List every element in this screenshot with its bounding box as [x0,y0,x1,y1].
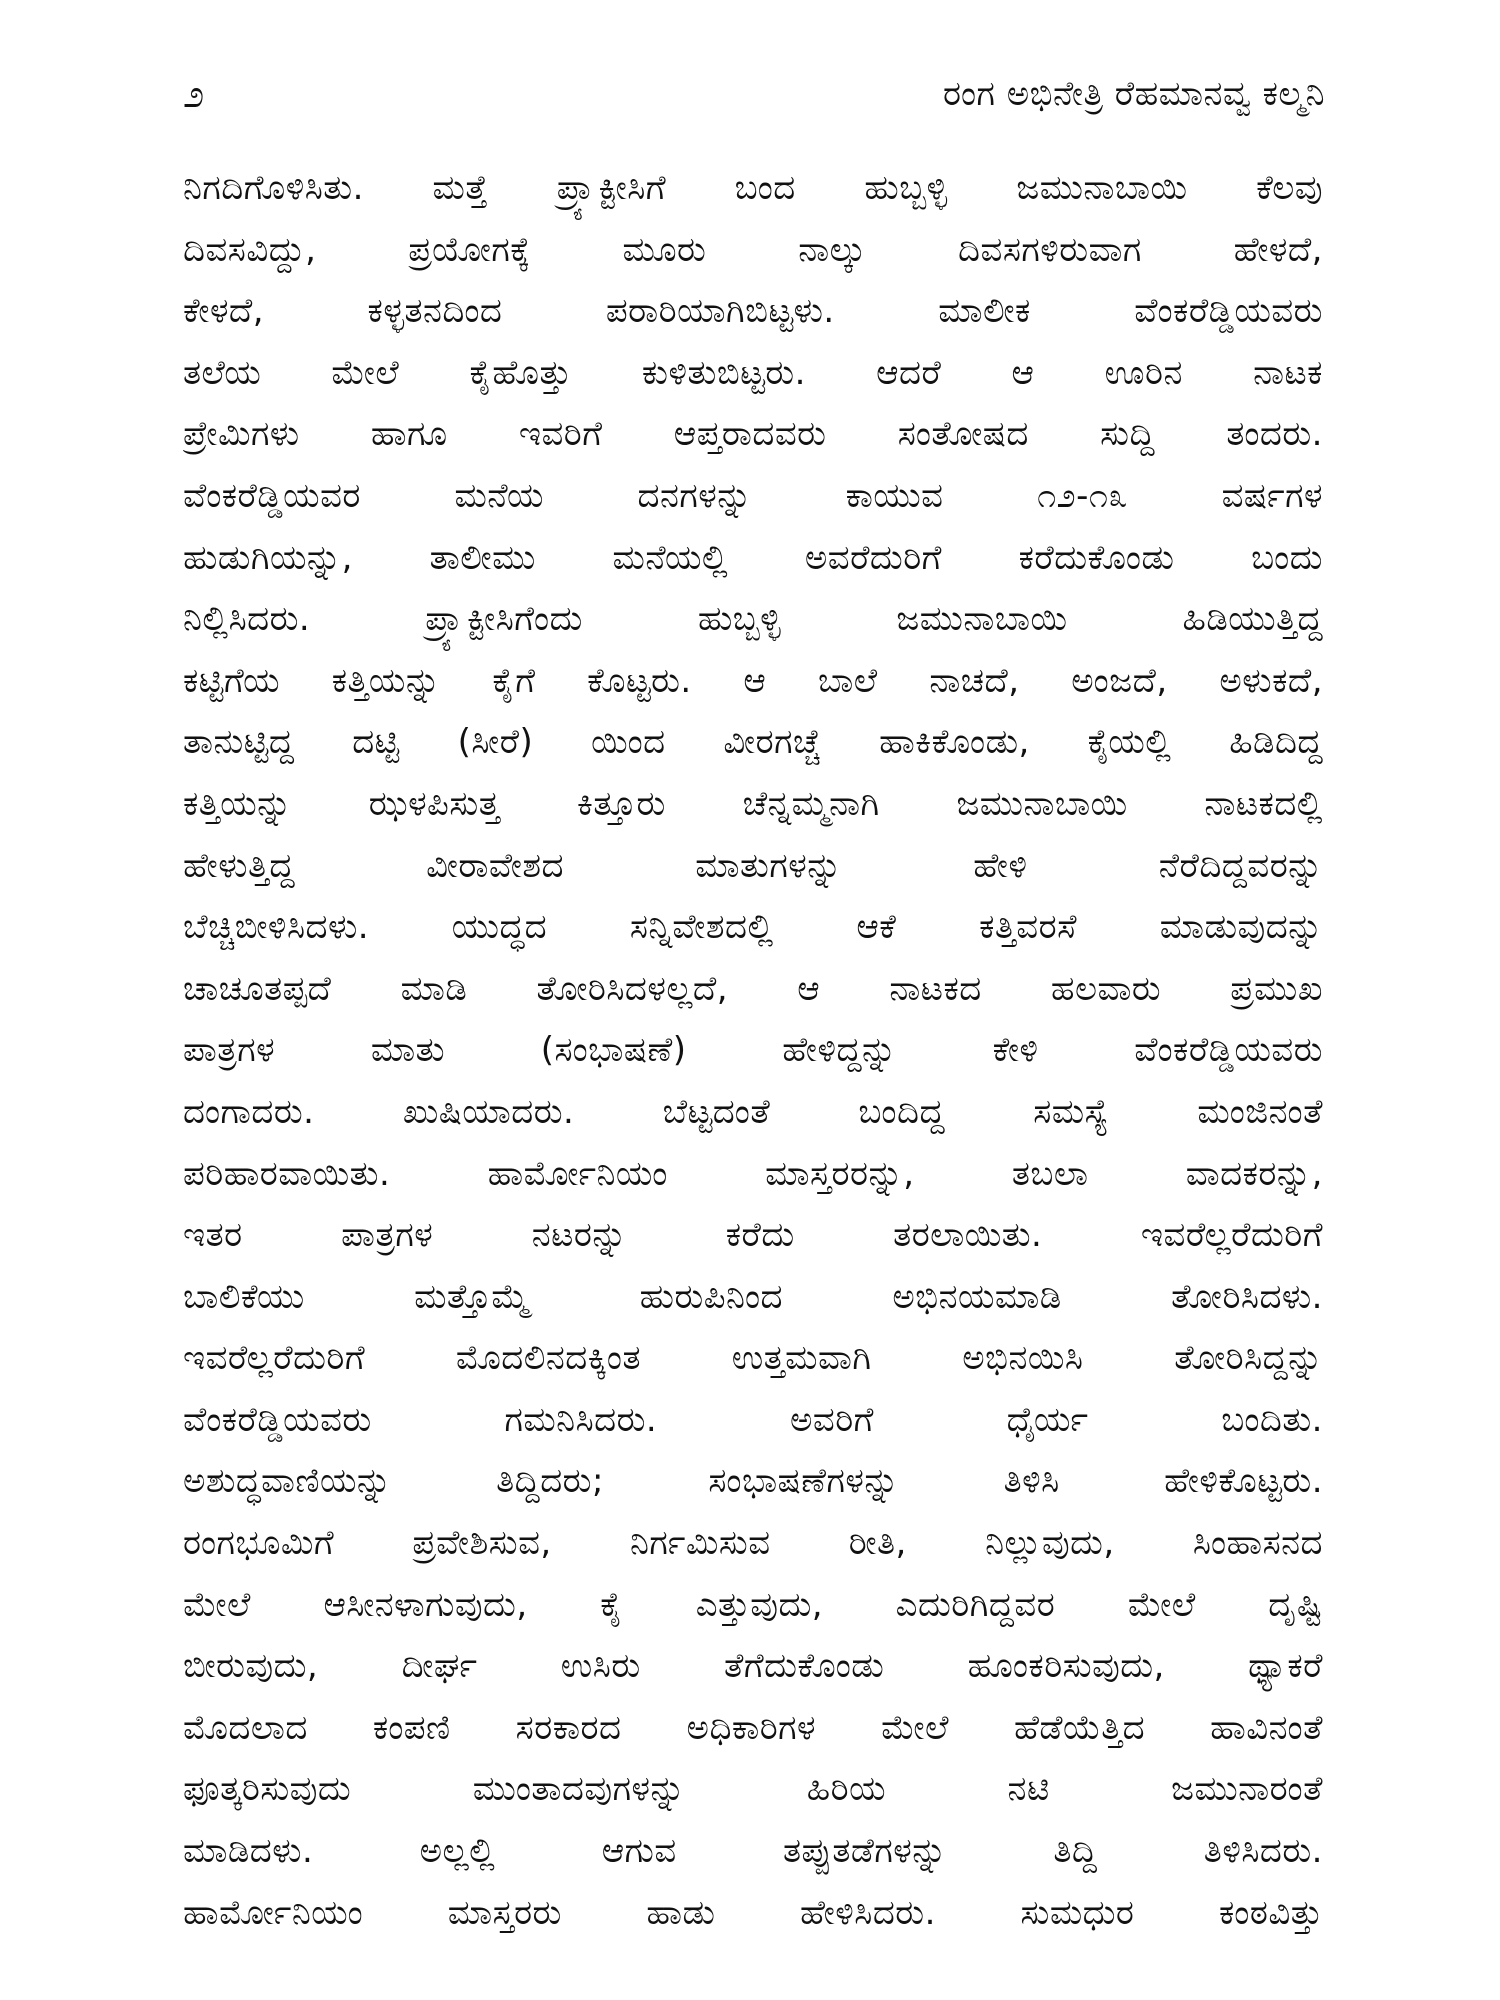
text-line: ತಾನುಟ್ಟಿದ್ದ ದಟ್ಟಿ (ಸೀರೆ) ಯಿಂದ ವೀರಗಚ್ಚೆ ಹಾಕಿಕೊಂಡು, ಕೈಯಲ್ಲಿ ಹಿಡಿದಿದ್ದ [183,722,1323,763]
text-line: ತಲೆಯ ಮೇಲೆ ಕೈಹೊತ್ತು ಕುಳಿತುಬಿಟ್ಟರು. ಆದರೆ ಆ ಊರಿನ ನಾಟಕ [183,352,1323,393]
text-line: ರಂಗಭೂಮಿಗೆ ಪ್ರವೇಶಿಸುವ, ನಿರ್ಗಮಿಸುವ ರೀತಿ, ನಿಲ್ಲುವುದು, ಸಿಂಹಾಸನದ [183,1523,1323,1564]
text-line: ಅಶುದ್ಧವಾಣಿಯನ್ನು ತಿದ್ದಿದರು; ಸಂಭಾಷಣೆಗಳನ್ನು ತಿಳಿಸಿ ಹೇಳಿಕೊಟ್ಟರು. [183,1461,1323,1502]
text-line: ಚಾಚೂತಪ್ಪದೆ ಮಾಡಿ ತೋರಿಸಿದಳಲ್ಲದೆ, ಆ ನಾಟಕದ ಹಲವಾರು ಪ್ರಮುಖ [183,968,1323,1009]
text-line: ಮೇಲೆ ಆಸೀನಳಾಗುವುದು, ಕೈ ಎತ್ತುವುದು, ಎದುರಿಗಿದ್ದವರ ಮೇಲೆ ದೃಷ್ಟಿ [183,1584,1323,1625]
text-line: ಪ್ರೇಮಿಗಳು ಹಾಗೂ ಇವರಿಗೆ ಆಪ್ತರಾದವರು ಸಂತೋಷದ ಸುದ್ದಿ ತಂದರು. [183,414,1323,455]
running-header [183,64,1325,124]
text-line: ನಿಲ್ಲಿಸಿದರು. ಪ್ರ್ಯಾಕ್ಟೀಸಿಗೆಂದು ಹುಬ್ಬಳ್ಳಿ ಜಮುನಾಬಾಯಿ ಹಿಡಿಯುತ್ತಿದ್ದ [183,599,1323,640]
text-line: ಕತ್ತಿಯನ್ನು ಝಳಪಿಸುತ್ತ ಕಿತ್ತೂರು ಚೆನ್ನಮ್ಮನಾಗಿ ಜಮುನಾಬಾಯಿ ನಾಟಕದಲ್ಲಿ [183,783,1323,824]
text-line: ಇವರೆಲ್ಲರೆದುರಿಗೆ ಮೊದಲಿನದಕ್ಕಿಂತ ಉತ್ತಮವಾಗಿ ಅಭಿನಯಿಸಿ ತೋರಿಸಿದ್ದನ್ನು [183,1338,1323,1379]
text-line: ಫೂತ್ಕರಿಸುವುದು ಮುಂತಾದವುಗಳನ್ನು ಹಿರಿಯ ನಟಿ ಜಮುನಾರಂತೆ [183,1769,1323,1810]
text-line: ಮೊದಲಾದ ಕಂಪಣಿ ಸರಕಾರದ ಅಧಿಕಾರಿಗಳ ಮೇಲೆ ಹೆಡೆಯೆತ್ತಿದ ಹಾವಿನಂತೆ [183,1707,1323,1748]
text-line: ವೆಂಕರೆಡ್ಡಿಯವರು ಗಮನಿಸಿದರು. ಅವರಿಗೆ ಧೈರ್ಯ ಬಂದಿತು. [183,1399,1323,1440]
text-line: ಹಾರ್ಮೋನಿಯಂ ಮಾಸ್ತರರು ಹಾಡು ಹೇಳಿಸಿದರು. ಸುಮಧುರ ಕಂಠವಿತ್ತು [183,1892,1323,1933]
body-paragraph [183,158,1323,1944]
running-title: ರಂಗ ಅಭಿನೇತ್ರಿ ರೆಹಮಾನವ್ವ ಕಲ್ಮನಿ [942,74,1325,114]
text-line: ಮಾಡಿದಳು. ಅಲ್ಲಲ್ಲಿ ಆಗುವ ತಪ್ಪುತಡೆಗಳನ್ನು ತಿದ್ದಿ ತಿಳಿಸಿದರು. [183,1831,1323,1872]
text-line: ಹುಡುಗಿಯನ್ನು, ತಾಲೀಮು ಮನೆಯಲ್ಲಿ ಅವರೆದುರಿಗೆ ಕರೆದುಕೊಂಡು ಬಂದು [183,537,1323,578]
text-line: ದಿವಸವಿದ್ದು, ಪ್ರಯೋಗಕ್ಕೆ ಮೂರು ನಾಲ್ಕು ದಿವಸಗಳಿರುವಾಗ ಹೇಳದೆ, [183,229,1323,270]
text-line: ಕೇಳದೆ, ಕಳ್ಳತನದಿಂದ ಪರಾರಿಯಾಗಿಬಿಟ್ಟಳು. ಮಾಲೀಕ ವೆಂಕರೆಡ್ಡಿಯವರು [183,291,1323,332]
text-line: ಬಾಲಿಕೆಯು ಮತ್ತೊಮ್ಮೆ ಹುರುಪಿನಿಂದ ಅಭಿನಯಮಾಡಿ ತೋರಿಸಿದಳು. [183,1276,1323,1317]
text-line: ವೆಂಕರೆಡ್ಡಿಯವರ ಮನೆಯ ದನಗಳನ್ನು ಕಾಯುವ ೧೨-೧೩ ವರ್ಷಗಳ [183,475,1323,516]
text-line: ಇತರ ಪಾತ್ರಗಳ ನಟರನ್ನು ಕರೆದು ತರಲಾಯಿತು. ಇವರೆಲ್ಲರೆದುರಿಗೆ [183,1215,1323,1256]
text-line: ಪಾತ್ರಗಳ ಮಾತು (ಸಂಭಾಷಣೆ) ಹೇಳಿದ್ದನ್ನು ಕೇಳಿ ವೆಂಕರೆಡ್ಡಿಯವರು [183,1030,1323,1071]
text-line: ನಿಗದಿಗೊಳಿಸಿತು. ಮತ್ತೆ ಪ್ರ್ಯಾಕ್ಟೀಸಿಗೆ ಬಂದ ಹುಬ್ಬಳ್ಳಿ ಜಮುನಾಬಾಯಿ ಕೆಲವು [183,168,1323,208]
text-line: ಕಟ್ಟಿಗೆಯ ಕತ್ತಿಯನ್ನು ಕೈಗೆ ಕೊಟ್ಟರು. ಆ ಬಾಲೆ ನಾಚದೆ, ಅಂಜದೆ, ಅಳುಕದೆ, [183,660,1323,701]
text-line: ಹೇಳುತ್ತಿದ್ದ ವೀರಾವೇಶದ ಮಾತುಗಳನ್ನು ಹೇಳಿ ನೆರೆದಿದ್ದವರನ್ನು [183,845,1323,886]
page-number: ೨ [183,71,205,116]
text-line: ಪರಿಹಾರವಾಯಿತು. ಹಾರ್ಮೋನಿಯಂ ಮಾಸ್ತರರನ್ನು, ತಬಲಾ ವಾದಕರನ್ನು, [183,1153,1323,1194]
text-line: ಬೆಚ್ಚಿಬೀಳಿಸಿದಳು. ಯುದ್ಧದ ಸನ್ನಿವೇಶದಲ್ಲಿ ಆಕೆ ಕತ್ತಿವರಸೆ ಮಾಡುವುದನ್ನು [183,907,1323,948]
text-line: ಬೀರುವುದು, ದೀರ್ಘ ಉಸಿರು ತೆಗೆದುಕೊಂಡು ಹೂಂಕರಿಸುವುದು, ಥ್ಯಾಕರೆ [183,1646,1323,1687]
text-line: ದಂಗಾದರು. ಖುಷಿಯಾದರು. ಬೆಟ್ಟದಂತೆ ಬಂದಿದ್ದ ಸಮಸ್ಯೆ ಮಂಜಿನಂತೆ [183,1091,1323,1132]
